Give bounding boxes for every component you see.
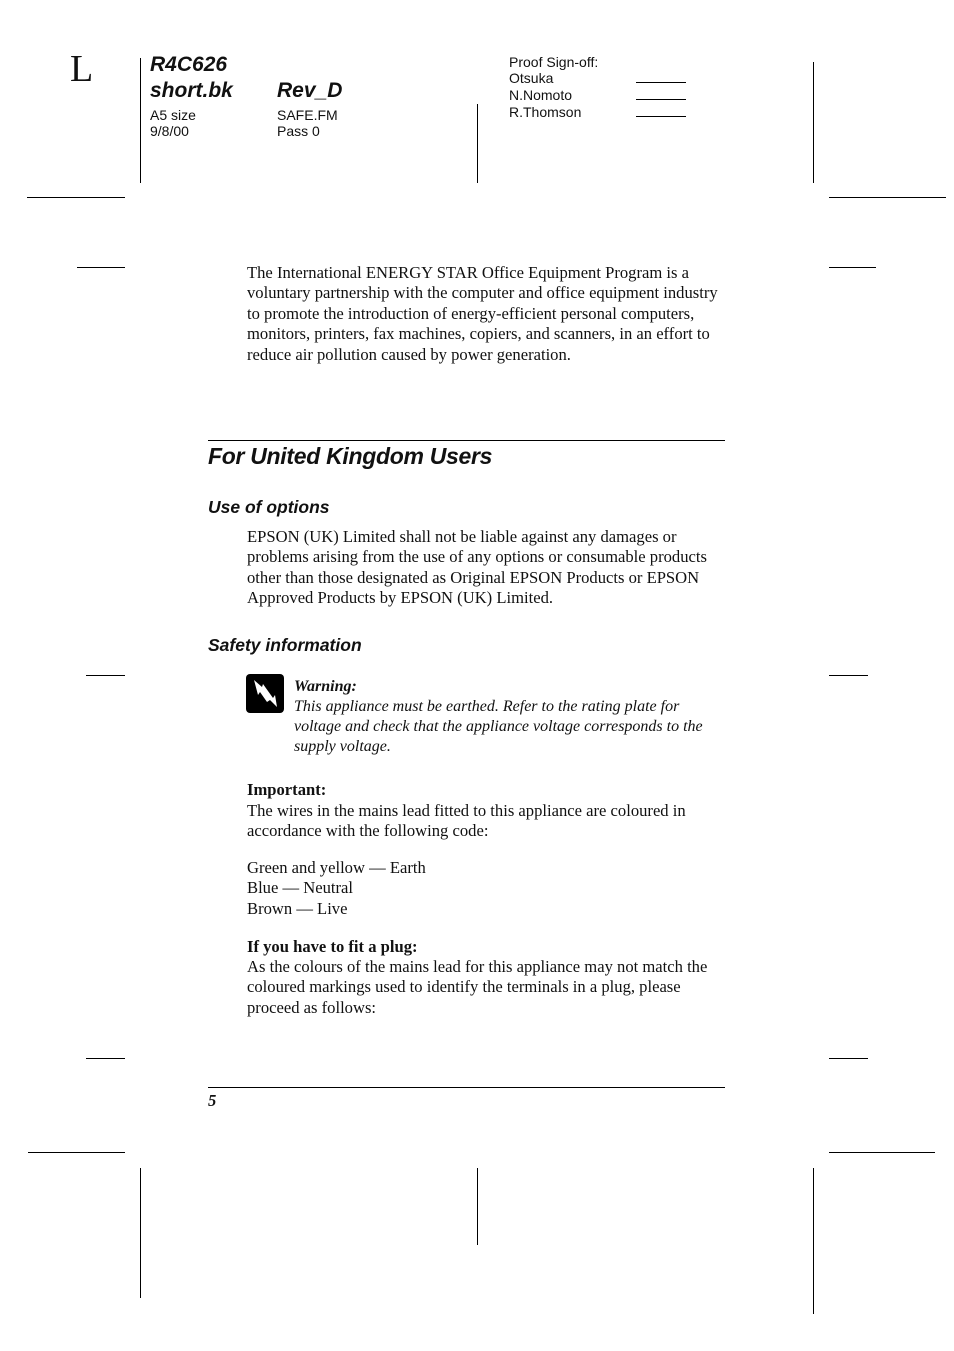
date: 9/8/00 xyxy=(150,123,189,139)
warning-lightning-icon xyxy=(246,674,284,713)
signoff-line xyxy=(636,104,686,117)
plug-label: If you have to fit a plug: xyxy=(247,937,418,956)
crop-mark xyxy=(477,104,478,183)
signoff-title: Proof Sign-off: xyxy=(509,54,599,70)
crop-mark xyxy=(27,197,125,198)
important-text: The wires in the mains lead fitted to this appliance are coloured in accordance with the following code: xyxy=(247,801,686,841)
crop-mark xyxy=(829,197,946,198)
doc-code: R4C626 xyxy=(150,53,228,76)
section-rule xyxy=(208,440,725,441)
options-paragraph: EPSON (UK) Limited shall not be liable against any damages or problems arising from the use of any options or consumable products other than those designated as Original EPSON Products or EPSON Approved Products by EPSON (UK) Limited. xyxy=(247,527,707,608)
crop-mark xyxy=(140,1168,141,1298)
signoff-line xyxy=(636,70,686,83)
crop-mark xyxy=(813,62,814,183)
signoff-name: N.Nomoto xyxy=(509,87,573,103)
energy-star-paragraph: The International ENERGY STAR Office Equipment Program is a voluntary partnership with the computer and office equipment industry to promote the introduction of energy-efficient personal computers, monitors, printers, fax machines, copiers, and scanners, in an effort to reduce air pollution caused by power generation. xyxy=(247,263,718,364)
corner-letter: L xyxy=(70,48,94,90)
crop-mark xyxy=(477,1168,478,1245)
wire-code: Blue — Neutral xyxy=(247,878,353,898)
signoff-name: R.Thomson xyxy=(509,104,582,120)
crop-mark xyxy=(829,1152,935,1153)
important-label: Important: xyxy=(247,780,327,799)
crop-mark xyxy=(813,1168,814,1314)
signoff-line xyxy=(636,87,686,100)
subheading-safety-information: Safety information xyxy=(208,635,362,655)
signoff-block xyxy=(509,54,709,121)
crop-mark xyxy=(86,1058,125,1059)
warning-label: Warning: xyxy=(294,678,357,695)
wire-code: Brown — Live xyxy=(247,898,348,918)
plug-text: As the colours of the mains lead for this appliance may not match the coloured markings used to identify the terminals in a plug, please proceed as follows: xyxy=(247,957,708,1017)
warning-text: This appliance must be earthed. Refer to the rating plate for voltage and check that the appliance voltage corresponds to the supply voltage. xyxy=(294,698,703,756)
crop-mark xyxy=(829,675,868,676)
page-number: 5 xyxy=(208,1091,217,1110)
section-heading-uk: For United Kingdom Users xyxy=(208,443,493,469)
crop-mark xyxy=(28,1152,125,1153)
crop-mark xyxy=(829,1058,868,1059)
crop-mark xyxy=(86,675,125,676)
wire-code-list xyxy=(247,858,426,919)
wire-code: Green and yellow — Earth xyxy=(247,858,426,877)
signoff-name: Otsuka xyxy=(509,70,554,86)
crop-mark xyxy=(77,267,125,268)
crop-mark xyxy=(829,267,876,268)
crop-mark xyxy=(140,58,141,183)
book-name: short.bk xyxy=(150,79,233,102)
revision: Rev_D xyxy=(277,79,343,102)
footer-rule xyxy=(208,1087,725,1088)
page-size: A5 size xyxy=(150,107,196,123)
subheading-use-of-options: Use of options xyxy=(208,497,330,517)
pass: Pass 0 xyxy=(277,123,320,139)
file-name: SAFE.FM xyxy=(277,107,338,123)
